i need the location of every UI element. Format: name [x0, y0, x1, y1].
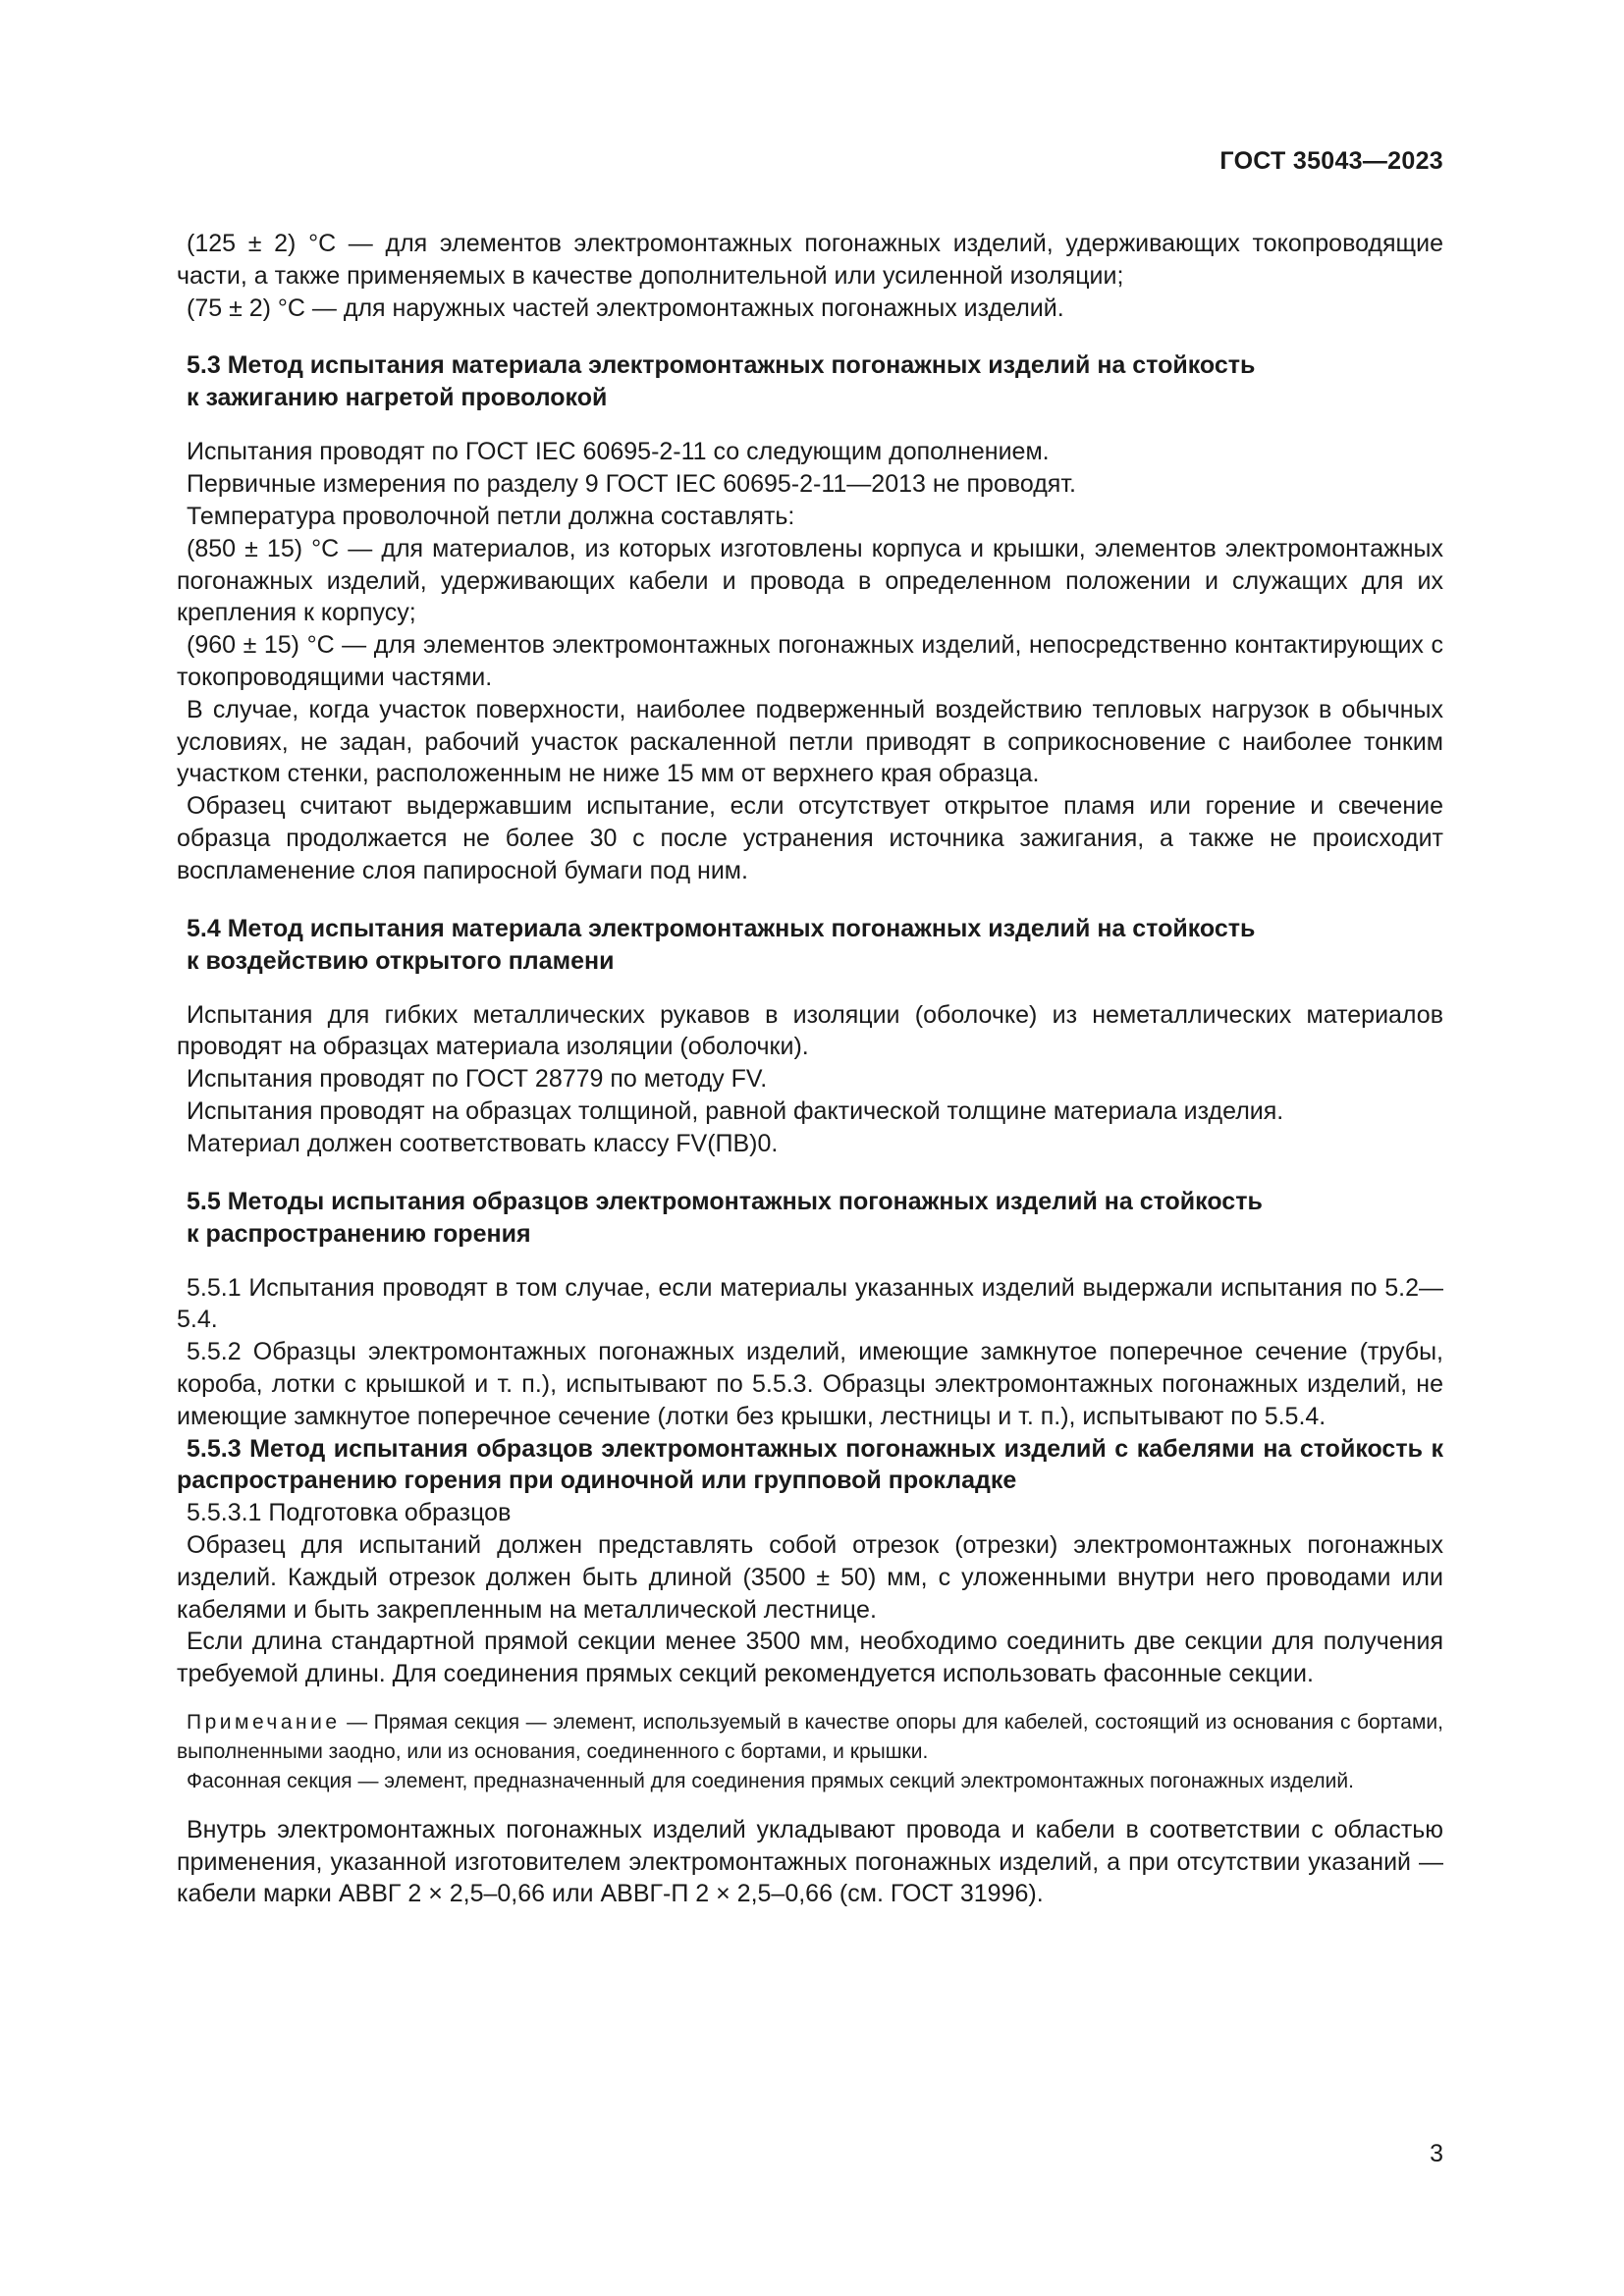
- paragraph: Материал должен соответствовать классу FV(ПВ)0.: [187, 1129, 779, 1157]
- paragraph: Если длина стандартной прямой секции менее 3500 мм, необходимо соединить две секции для получения требуемой длины. Для соединения прямых секций рекомендуется использовать фасонные секции.: [177, 1628, 1443, 1688]
- page-number: 3: [1430, 2140, 1443, 2167]
- paragraph: Испытания проводят по ГОСТ 28779 по методу FV.: [187, 1065, 768, 1094]
- note-text: — Прямая секция — элемент, используемый в качестве опоры для кабелей, состоящий из основания с бортами, выполненными заодно, или из основания, соединенного с бортами, и крышки.: [177, 1710, 1443, 1763]
- paragraph: Образец считают выдержавшим испытание, если отсутствует открытое пламя или горение и свечение образца продолжается не более 30 с после устранения источника зажигания, а также не происходит воспламенение слоя папиросной бумаги под ним.: [177, 792, 1443, 884]
- heading-line: 5.4 Метод испытания материала электромонтажных погонажных изделий на стойкость: [187, 914, 1256, 942]
- document-page: [177, 0, 1443, 2296]
- paragraph: Испытания проводят по ГОСТ IEC 60695-2-11 со следующим дополнением.: [187, 438, 1050, 466]
- heading-line: к воздействию открытого пламени: [187, 946, 615, 975]
- note-block: [177, 1708, 1443, 1796]
- subsection-heading-5-5-3: 5.5.3 Метод испытания образцов электромонтажных погонажных изделий с кабелями на стойкость к распространению горения при одиночной или групповой прокладке: [177, 1434, 1443, 1495]
- paragraph: Испытания проводят на образцах толщиной, равной фактической толщине материала изделия.: [187, 1096, 1284, 1125]
- heading-line: 5.5 Методы испытания образцов электромонтажных погонажных изделий на стойкость: [187, 1187, 1263, 1215]
- note-paragraph: Фасонная секция — элемент, предназначенный для соединения прямых секций электромонтажных погонажных изделий.: [187, 1769, 1354, 1792]
- paragraph: В случае, когда участок поверхности, наиболее подверженный воздействию тепловых нагрузок в обычных условиях, не задан, рабочий участок раскаленной петли приводят в соприкосновение с наиболее тонким участком стенки, расположенным не ниже 15 мм от верхнего края образца.: [177, 695, 1443, 788]
- paragraph: Внутрь электромонтажных погонажных изделий укладывают провода и кабели в соответствии с областью применения, указанной изготовителем электромонтажных погонажных изделий, а при отсутствии указаний — кабели марки АВВГ 2 × 2,5–0,66 или АВВГ-П 2 × 2,5–0,66 (см. ГОСТ 31996).: [177, 1815, 1443, 1908]
- section-heading-5-3: [187, 349, 1443, 414]
- paragraph: Образец для испытаний должен представлять собой отрезок (отрезки) электромонтажных погонажных изделий. Каждый отрезок должен быть длиной (3500 ± 50) мм, с уложенными внутри него проводами или кабелями и быть закрепленным на металлической лестнице.: [177, 1530, 1443, 1624]
- document-code-header: ГОСТ 35043—2023: [1219, 147, 1443, 175]
- section-heading-5-5: [187, 1186, 1443, 1251]
- heading-line: 5.3 Метод испытания материала электромонтажных погонажных изделий на стойкость: [187, 351, 1256, 380]
- paragraph: 5.5.2 Образцы электромонтажных погонажных изделий, имеющие замкнутое поперечное сечение (трубы, короба, лотки с крышкой и т. п.), испытывают по 5.5.3. Образцы электромонтажных погонажных изделий, не имеющие замкнутое поперечное сечение (лотки без крышки, лестницы и т. п.), испытывают по 5.5.4.: [177, 1338, 1443, 1430]
- paragraph: Испытания для гибких металлических рукавов в изоляции (оболочке) из неметаллических материалов проводят на образцах материала изоляции (оболочки).: [177, 1000, 1443, 1061]
- paragraph: 5.5.3.1 Подготовка образцов: [187, 1499, 512, 1527]
- paragraph: (960 ± 15) °C — для элементов электромонтажных погонажных изделий, непосредственно контактирующих с токопроводящими частями.: [177, 631, 1443, 691]
- section-heading-5-4: [187, 913, 1443, 978]
- paragraph: (850 ± 15) °C — для материалов, из которых изготовлены корпуса и крышки, элементов электромонтажных погонажных изделий, удерживающих кабели и провода в определенном положении и служащих для их крепления к корпусу;: [177, 534, 1443, 627]
- heading-line: к распространению горения: [187, 1219, 531, 1248]
- note-paragraph: [177, 1708, 1443, 1767]
- paragraph: Температура проволочной петли должна составлять:: [187, 502, 795, 530]
- paragraph: (125 ± 2) °C — для элементов электромонтажных погонажных изделий, удерживающих токопроводящие части, а также применяемых в качестве дополнительной или усиленной изоляции;: [177, 230, 1443, 290]
- paragraph: Первичные измерения по разделу 9 ГОСТ IEC 60695-2-11—2013 не проводят.: [187, 470, 1076, 499]
- heading-line: к зажиганию нагретой проволокой: [187, 384, 608, 412]
- note-label: Примечание: [187, 1710, 341, 1734]
- document-body: [177, 228, 1443, 1910]
- paragraph: 5.5.1 Испытания проводят в том случае, если материалы указанных изделий выдержали испытания по 5.2—5.4.: [177, 1273, 1443, 1334]
- paragraph: (75 ± 2) °C — для наружных частей электромонтажных погонажных изделий.: [187, 294, 1064, 322]
